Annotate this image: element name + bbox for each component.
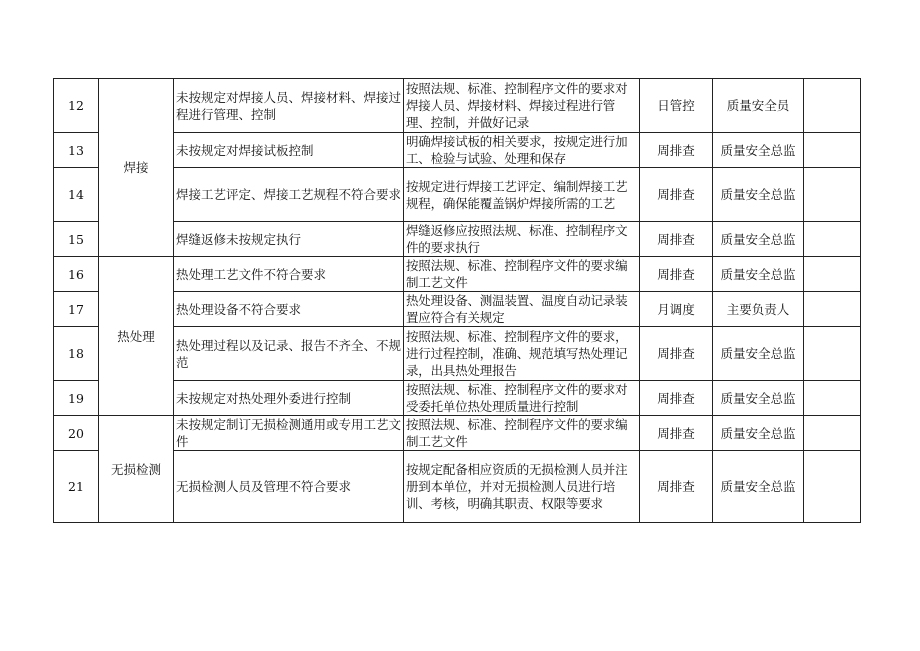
check-frequency: 周排查	[640, 381, 713, 416]
check-frequency: 周排查	[640, 222, 713, 257]
responsible-person: 质量安全总监	[713, 133, 804, 168]
table-row	[54, 79, 861, 133]
table-row	[54, 451, 861, 523]
control-measure: 按照法规、标准、控制程序文件的要求编制工艺文件	[404, 257, 640, 292]
control-measure: 按照法规、标准、控制程序文件的要求对焊接人员、焊接材料、焊接过程进行管理、控制，并做好记录	[404, 79, 640, 133]
blank-cell	[804, 168, 861, 222]
blank-cell	[804, 381, 861, 416]
table-row	[54, 416, 861, 451]
check-frequency: 周排查	[640, 133, 713, 168]
responsible-person: 质量安全员	[713, 79, 804, 133]
responsible-person: 质量安全总监	[713, 222, 804, 257]
control-measure: 明确焊接试板的相关要求，按规定进行加工、检验与试验、处理和保存	[404, 133, 640, 168]
blank-cell	[804, 451, 861, 523]
risk-description: 未按规定制订无损检测通用或专用工艺文件	[174, 416, 404, 451]
risk-description: 无损检测人员及管理不符合要求	[174, 451, 404, 523]
row-number: 17	[54, 292, 99, 327]
responsible-person: 质量安全总监	[713, 451, 804, 523]
control-measure: 按照法规、标准、控制程序文件的要求编制工艺文件	[404, 416, 640, 451]
control-measure: 按照法规、标准、控制程序文件的要求对受委托单位热处理质量进行控制	[404, 381, 640, 416]
check-frequency: 周排查	[640, 416, 713, 451]
risk-description: 热处理工艺文件不符合要求	[174, 257, 404, 292]
control-measure: 热处理设备、测温装置、温度自动记录装置应符合有关规定	[404, 292, 640, 327]
row-number: 18	[54, 327, 99, 381]
risk-description: 未按规定对热处理外委进行控制	[174, 381, 404, 416]
row-number: 19	[54, 381, 99, 416]
risk-description: 焊缝返修未按规定执行	[174, 222, 404, 257]
category-ndt: 无损检测	[99, 416, 174, 523]
risk-control-table	[53, 78, 861, 523]
responsible-person: 质量安全总监	[713, 257, 804, 292]
table-row	[54, 133, 861, 168]
table-row	[54, 222, 861, 257]
row-number: 13	[54, 133, 99, 168]
control-measure: 按规定配备相应资质的无损检测人员并注册到本单位，并对无损检测人员进行培训、考核，明确其职责、权限等要求	[404, 451, 640, 523]
category-welding: 焊接	[99, 79, 174, 257]
blank-cell	[804, 416, 861, 451]
check-frequency: 周排查	[640, 451, 713, 523]
blank-cell	[804, 133, 861, 168]
risk-description: 未按规定对焊接试板控制	[174, 133, 404, 168]
check-frequency: 周排查	[640, 168, 713, 222]
responsible-person: 质量安全总监	[713, 416, 804, 451]
risk-description: 热处理设备不符合要求	[174, 292, 404, 327]
row-number: 14	[54, 168, 99, 222]
table-row	[54, 292, 861, 327]
control-measure: 按规定进行焊接工艺评定、编制焊接工艺规程，确保能覆盖锅炉焊接所需的工艺	[404, 168, 640, 222]
blank-cell	[804, 222, 861, 257]
responsible-person: 主要负责人	[713, 292, 804, 327]
responsible-person: 质量安全总监	[713, 381, 804, 416]
table-row	[54, 168, 861, 222]
row-number: 15	[54, 222, 99, 257]
risk-description: 热处理过程以及记录、报告不齐全、不规范	[174, 327, 404, 381]
row-number: 12	[54, 79, 99, 133]
risk-description: 焊接工艺评定、焊接工艺规程不符合要求	[174, 168, 404, 222]
blank-cell	[804, 292, 861, 327]
table-row	[54, 327, 861, 381]
responsible-person: 质量安全总监	[713, 327, 804, 381]
row-number: 16	[54, 257, 99, 292]
check-frequency: 周排查	[640, 327, 713, 381]
risk-description: 未按规定对焊接人员、焊接材料、焊接过程进行管理、控制	[174, 79, 404, 133]
responsible-person: 质量安全总监	[713, 168, 804, 222]
blank-cell	[804, 79, 861, 133]
control-measure: 焊缝返修应按照法规、标准、控制程序文件的要求执行	[404, 222, 640, 257]
row-number: 21	[54, 451, 99, 523]
table-row	[54, 257, 861, 292]
category-heat-treatment: 热处理	[99, 257, 174, 416]
check-frequency: 月调度	[640, 292, 713, 327]
table-row	[54, 381, 861, 416]
blank-cell	[804, 257, 861, 292]
check-frequency: 日管控	[640, 79, 713, 133]
control-measure: 按照法规、标准、控制程序文件的要求，进行过程控制，准确、规范填写热处理记录，出具热处理报告	[404, 327, 640, 381]
check-frequency: 周排查	[640, 257, 713, 292]
row-number: 20	[54, 416, 99, 451]
blank-cell	[804, 327, 861, 381]
